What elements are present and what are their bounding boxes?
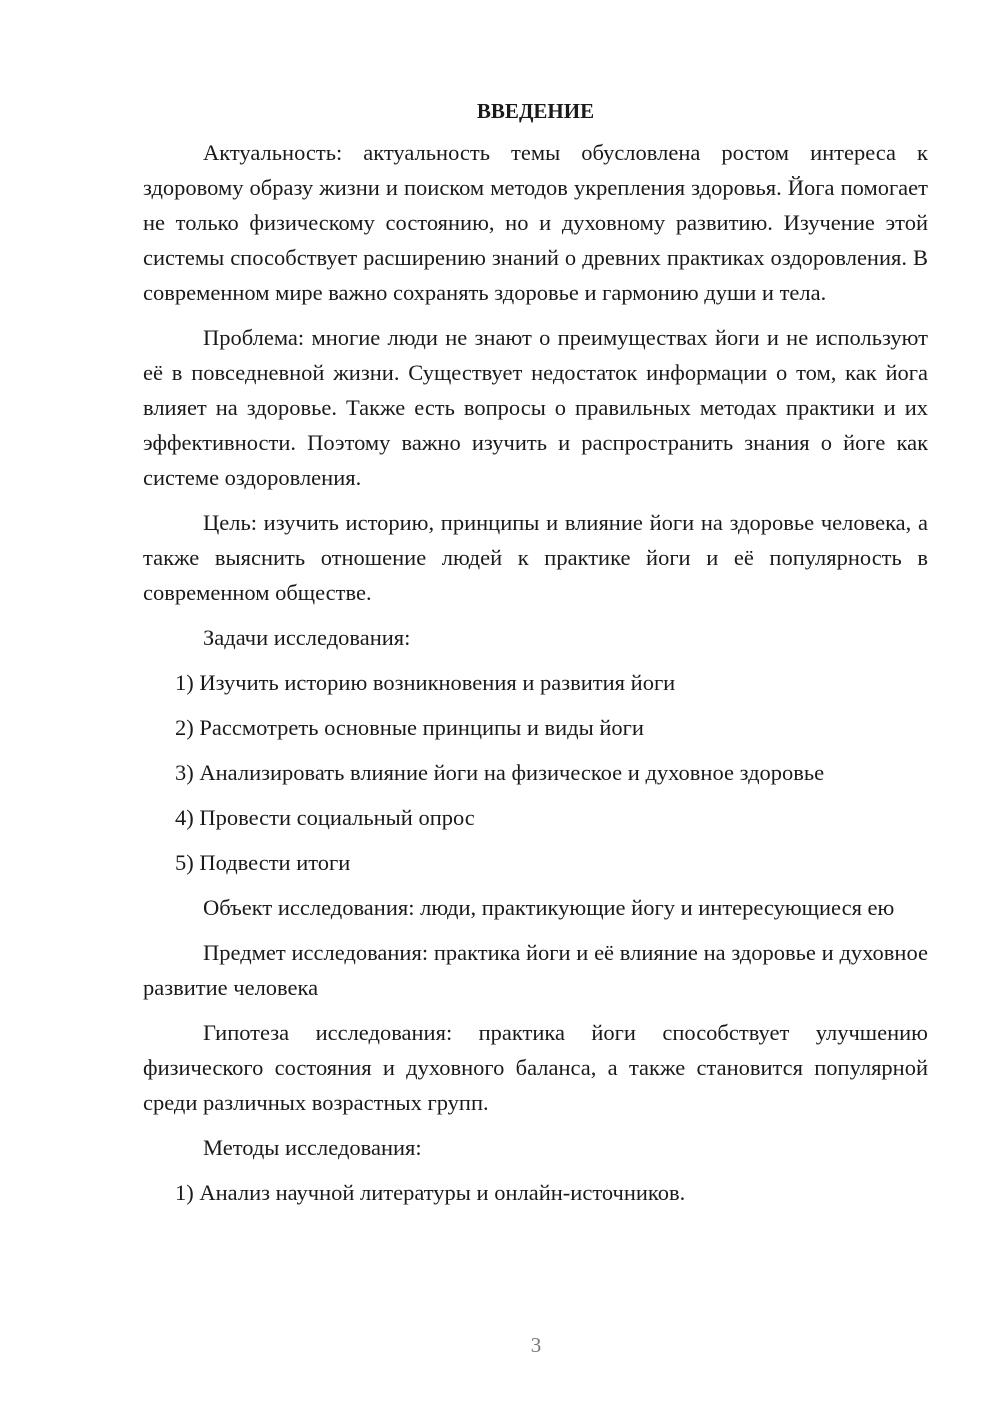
subject-paragraph: Предмет исследования: практика йоги и её влияние на здоровье и духовное развитие человека [143, 940, 928, 1000]
task-item: 1) Изучить историю возникновения и развития йоги [175, 670, 676, 695]
page-number: 3 [530, 1333, 542, 1357]
relevance-paragraph: Актуальность: актуальность темы обусловлена ростом интереса к здоровому образу жизни и поиском методов укрепления здоровья. Йога помогает не только физическому состоянию, но и духовному развитию. Изучение этой системы способствует расширению знаний о древних практиках оздоровления. В современном мире важно сохранять здоровье и гармонию души и тела. [143, 140, 928, 305]
goal-paragraph: Цель: изучить историю, принципы и влияние йоги на здоровье человека, а также выяснить отношение людей к практике йоги и её популярность в современном обществе. [143, 510, 928, 605]
task-item: 4) Провести социальный опрос [175, 805, 475, 830]
method-item: 1) Анализ научной литературы и онлайн-источников. [175, 1180, 686, 1205]
methods-heading: Методы исследования: [203, 1135, 422, 1160]
task-item: 5) Подвести итоги [175, 850, 351, 875]
task-item: 2) Рассмотреть основные принципы и виды йоги [175, 715, 644, 740]
document-title: ВВЕДЕНИЕ [476, 99, 595, 123]
hypothesis-paragraph: Гипотеза исследования: практика йоги способствует улучшению физического состояния и духовного баланса, а также становится популярной среди различных возрастных групп. [143, 1020, 928, 1115]
document-page [143, 92, 928, 1220]
problem-paragraph: Проблема: многие люди не знают о преимуществах йоги и не используют её в повседневной жизни. Существует недостаток информации о том, как йога влияет на здоровье. Также есть вопросы о правильных методах практики и их эффективности. Поэтому важно изучить и распространить знания о йоге как системе оздоровления. [143, 325, 928, 490]
object-paragraph: Объект исследования: люди, практикующие йогу и интересующиеся ею [203, 895, 895, 920]
task-item: 3) Анализировать влияние йоги на физическое и духовное здоровье [175, 760, 825, 785]
tasks-heading: Задачи исследования: [203, 625, 411, 650]
